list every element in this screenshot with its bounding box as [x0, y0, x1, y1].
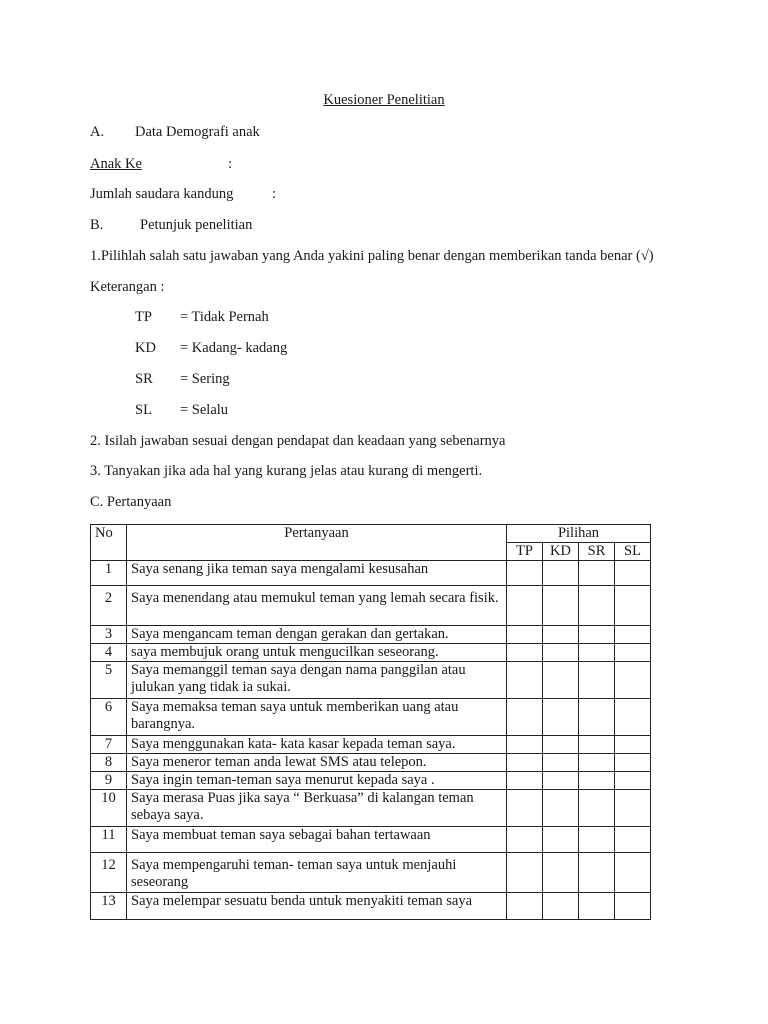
row-question: Saya melempar sesuatu benda untuk menyakiti teman saya: [127, 893, 507, 920]
answer-cell-tp[interactable]: [507, 772, 543, 790]
section-c-title: C. Pertanyaan: [90, 494, 172, 510]
header-question: Pertanyaan: [127, 525, 507, 561]
answer-cell-sl[interactable]: [615, 586, 651, 626]
legend-code: SL: [135, 402, 152, 418]
answer-cell-kd[interactable]: [543, 561, 579, 586]
answer-cell-sl[interactable]: [615, 772, 651, 790]
jumlah-saudara-label: Jumlah saudara kandung: [90, 186, 234, 202]
answer-cell-kd[interactable]: [543, 754, 579, 772]
instruction-2: 2. Isilah jawaban sesuai dengan pendapat dan keadaan yang sebenarnya: [90, 433, 506, 449]
row-question: Saya menendang atau memukul teman yang lemah secara fisik.: [127, 586, 507, 626]
table-row: [91, 736, 651, 754]
table-row: [91, 644, 651, 662]
row-question: Saya membuat teman saya sebagai bahan tertawaan: [127, 827, 507, 853]
row-question: Saya memaksa teman saya untuk memberikan uang atau barangnya.: [127, 699, 507, 736]
option-header: SR: [579, 543, 615, 561]
answer-cell-kd[interactable]: [543, 736, 579, 754]
legend-code: KD: [135, 340, 156, 356]
answer-cell-kd[interactable]: [543, 626, 579, 644]
option-header: TP: [507, 543, 543, 561]
table-row: [91, 586, 651, 626]
answer-cell-tp[interactable]: [507, 893, 543, 920]
section-a-label: A.: [90, 124, 105, 140]
answer-cell-tp[interactable]: [507, 827, 543, 853]
row-question: Saya mengancam teman dengan gerakan dan gertakan.: [127, 626, 507, 644]
answer-cell-tp[interactable]: [507, 790, 543, 827]
table-row: [91, 790, 651, 827]
answer-cell-tp[interactable]: [507, 754, 543, 772]
row-number: 4: [91, 644, 127, 662]
legend-desc: = Tidak Pernah: [180, 309, 269, 325]
answer-cell-sl[interactable]: [615, 853, 651, 893]
answer-cell-sl[interactable]: [615, 699, 651, 736]
instruction-1: 1.Pilihlah salah satu jawaban yang Anda yakini paling benar dengan memberikan tanda benar (√): [90, 248, 654, 264]
legend-code: SR: [135, 371, 153, 387]
table-row: [91, 754, 651, 772]
row-question: Saya ingin teman-teman saya menurut kepada saya .: [127, 772, 507, 790]
answer-cell-kd[interactable]: [543, 699, 579, 736]
answer-cell-sr[interactable]: [579, 699, 615, 736]
legend-desc: = Kadang- kadang: [180, 340, 288, 356]
table-row: [91, 561, 651, 586]
questionnaire-table: [90, 524, 651, 920]
table-row: [91, 853, 651, 893]
row-number: 2: [91, 586, 127, 626]
answer-cell-sr[interactable]: [579, 827, 615, 853]
answer-cell-sl[interactable]: [615, 754, 651, 772]
row-question: Saya menggunakan kata- kata kasar kepada teman saya.: [127, 736, 507, 754]
legend-desc: = Sering: [180, 371, 230, 387]
section-b-title: Petunjuk penelitian: [140, 217, 253, 233]
table-row: [91, 699, 651, 736]
answer-cell-sl[interactable]: [615, 790, 651, 827]
section-a-title: Data Demografi anak: [135, 124, 260, 140]
answer-cell-sr[interactable]: [579, 893, 615, 920]
answer-cell-sr[interactable]: [579, 662, 615, 699]
row-number: 3: [91, 626, 127, 644]
table-row: [91, 893, 651, 920]
answer-cell-sr[interactable]: [579, 586, 615, 626]
answer-cell-tp[interactable]: [507, 644, 543, 662]
answer-cell-sr[interactable]: [579, 736, 615, 754]
answer-cell-sr[interactable]: [579, 790, 615, 827]
row-question: Saya meneror teman anda lewat SMS atau telepon.: [127, 754, 507, 772]
answer-cell-tp[interactable]: [507, 662, 543, 699]
section-b-label: B.: [90, 217, 104, 233]
answer-cell-kd[interactable]: [543, 790, 579, 827]
table-row: [91, 827, 651, 853]
answer-cell-kd[interactable]: [543, 853, 579, 893]
answer-cell-sr[interactable]: [579, 626, 615, 644]
table-row: [91, 626, 651, 644]
answer-cell-tp[interactable]: [507, 561, 543, 586]
answer-cell-sl[interactable]: [615, 736, 651, 754]
answer-cell-tp[interactable]: [507, 699, 543, 736]
answer-cell-sl[interactable]: [615, 827, 651, 853]
row-question: Saya senang jika teman saya mengalami kesusahan: [127, 561, 507, 586]
header-no: No: [91, 525, 127, 561]
row-question: Saya merasa Puas jika saya “ Berkuasa” di kalangan teman sebaya saya.: [127, 790, 507, 827]
answer-cell-tp[interactable]: [507, 853, 543, 893]
answer-cell-sl[interactable]: [615, 662, 651, 699]
answer-cell-tp[interactable]: [507, 626, 543, 644]
row-number: 6: [91, 699, 127, 736]
row-number: 7: [91, 736, 127, 754]
answer-cell-kd[interactable]: [543, 772, 579, 790]
row-number: 12: [91, 853, 127, 893]
row-number: 11: [91, 827, 127, 853]
answer-cell-sr[interactable]: [579, 644, 615, 662]
legend-code: TP: [135, 309, 152, 325]
option-header: KD: [543, 543, 579, 561]
answer-cell-sl[interactable]: [615, 626, 651, 644]
header-choice: Pilihan: [507, 525, 651, 543]
row-number: 5: [91, 662, 127, 699]
answer-cell-tp[interactable]: [507, 736, 543, 754]
answer-cell-kd[interactable]: [543, 893, 579, 920]
page-title: Kuesioner Penelitian: [323, 92, 445, 108]
table-row: [91, 662, 651, 699]
answer-cell-sr[interactable]: [579, 772, 615, 790]
answer-cell-sr[interactable]: [579, 561, 615, 586]
answer-cell-kd[interactable]: [543, 662, 579, 699]
legend-desc: = Selalu: [180, 402, 229, 418]
option-header: SL: [615, 543, 651, 561]
answer-cell-kd[interactable]: [543, 644, 579, 662]
answer-cell-sr[interactable]: [579, 853, 615, 893]
answer-cell-tp[interactable]: [507, 586, 543, 626]
answer-cell-kd[interactable]: [543, 586, 579, 626]
instruction-3: 3. Tanyakan jika ada hal yang kurang jelas atau kurang di mengerti.: [90, 463, 483, 479]
row-question: saya membujuk orang untuk mengucilkan seseorang.: [127, 644, 507, 662]
answer-cell-sl[interactable]: [615, 893, 651, 920]
row-question: Saya mempengaruhi teman- teman saya untuk menjauhi seseorang: [127, 853, 507, 893]
answer-cell-sl[interactable]: [615, 644, 651, 662]
answer-cell-sl[interactable]: [615, 561, 651, 586]
row-number: 1: [91, 561, 127, 586]
keterangan-label: Keterangan :: [90, 279, 165, 295]
anak-ke-colon: :: [228, 156, 233, 172]
answer-cell-sr[interactable]: [579, 754, 615, 772]
row-number: 13: [91, 893, 127, 920]
row-number: 8: [91, 754, 127, 772]
row-number: 9: [91, 772, 127, 790]
row-number: 10: [91, 790, 127, 827]
table-row: [91, 772, 651, 790]
jumlah-saudara-colon: :: [272, 186, 277, 202]
anak-ke-label: Anak Ke: [90, 156, 142, 172]
row-question: Saya memanggil teman saya dengan nama panggilan atau julukan yang tidak ia sukai.: [127, 662, 507, 699]
answer-cell-kd[interactable]: [543, 827, 579, 853]
